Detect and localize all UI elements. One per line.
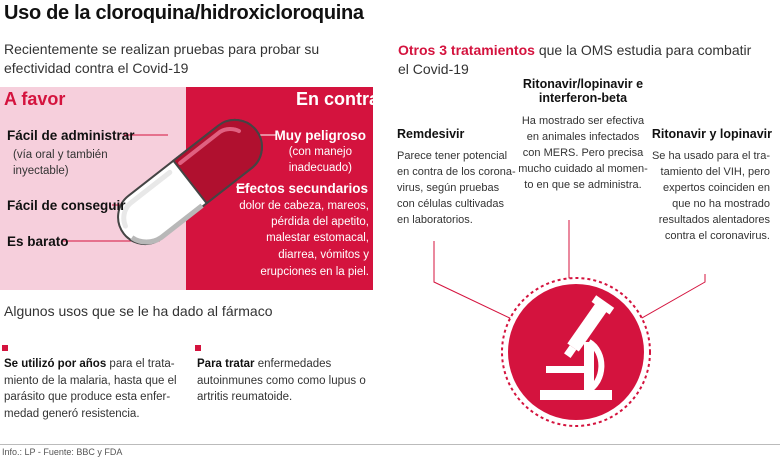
- contra-item-sub: diarrea, vómitos y: [278, 249, 369, 261]
- intro-text: Recientemente se realizan pruebas para probar su efectividad contra el Covid-19: [4, 41, 320, 76]
- contra-item-sub: erupciones en la piel.: [260, 266, 369, 278]
- bullet-dot: [2, 345, 8, 351]
- treatment-desc: Parece tener potencial en contra de los corona- virus, según pruebas con células cultivadas en laboratorios.: [397, 150, 516, 226]
- footer-divider: [0, 444, 780, 445]
- favor-item-title: Es barato: [7, 234, 69, 249]
- treatment-title: Ritonavir/lopinavir e interferon-beta: [522, 77, 644, 105]
- microscope-icon: [502, 278, 650, 426]
- contra-item-sub: dolor de cabeza, mareos,: [239, 200, 369, 212]
- bullet-dot: [195, 345, 201, 351]
- favor-item-title: Fácil de administrar: [7, 128, 135, 143]
- page-title: Uso de la cloroquina/hidroxicloroquina: [4, 2, 364, 24]
- contra-item-title: Efectos secundarios: [235, 181, 368, 196]
- uses-title: Algunos usos que se le ha dado al fármaco: [4, 303, 273, 319]
- use-item: Se utilizó por años para el trata- miento de la malaria, hasta que el parásito que produce esta enfer- medad generó resistencia.: [4, 358, 177, 420]
- treatments-intro: Otros 3 tratamientos que la OMS estudia para combatir el Covid-19: [398, 42, 752, 77]
- favor-item-title: Fácil de conseguir: [7, 198, 126, 213]
- microscope-illustration: [380, 220, 780, 440]
- contra-item-title: Muy peligroso: [274, 128, 366, 143]
- treatment-title: Remdesivir: [397, 127, 465, 141]
- contra-item-sub: (con manejo: [288, 146, 352, 158]
- contra-heading: En contra: [296, 89, 380, 109]
- treatment-desc: Se ha usado para el tra- tamiento del VIH, pero expertos coinciden en que no ha mostrado resultados alentadores contra el coronavirus.: [651, 150, 770, 242]
- footer-source: Info.: LP - Fuente: BBC y FDA: [2, 447, 123, 457]
- treatment-title: Ritonavir y lopinavir: [651, 127, 772, 141]
- favor-item-sub: inyectable): [13, 165, 69, 177]
- favor-item-sub: (vía oral y también: [13, 149, 108, 161]
- treatment-desc: Ha mostrado ser efectiva en animales infectados con MERS. Pero precisa mucho cuidado al momen- to en que se administra.: [518, 115, 648, 191]
- contra-item-sub: pérdida del apetito,: [271, 216, 369, 228]
- contra-item-sub: malestar estomacal,: [266, 232, 369, 244]
- use-item: Para tratar enfermedades autoinmunes como como lupus o artritis reumatoide.: [197, 358, 366, 403]
- favor-heading: A favor: [4, 89, 66, 109]
- contra-item-sub: inadecuado): [288, 162, 352, 174]
